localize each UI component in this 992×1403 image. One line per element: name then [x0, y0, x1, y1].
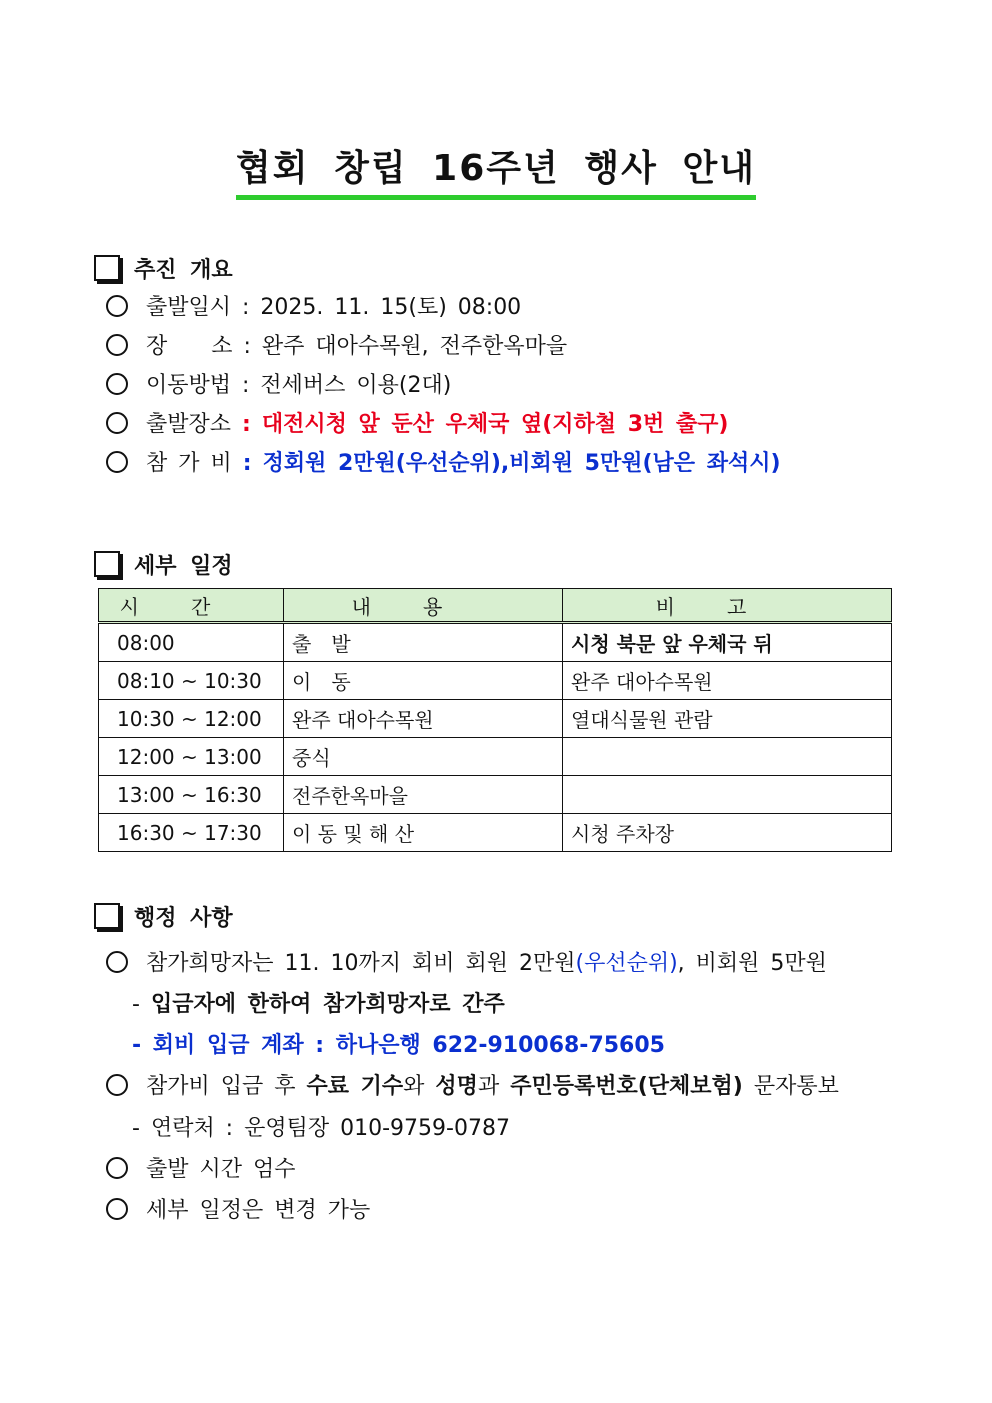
- cell-time: 08:10 ~ 10:30: [99, 662, 284, 700]
- cell-note: [563, 738, 892, 776]
- overview-item-place: 장 소 : 완주 대아수목원, 전주한옥마을: [106, 329, 567, 360]
- text: 문자통보: [742, 1074, 839, 1099]
- circle-bullet-icon: [106, 1157, 128, 1179]
- cell-content: 이 동: [284, 662, 563, 700]
- circle-bullet-icon: [106, 373, 128, 395]
- account-text: 회비 입금 계좌 : 하나은행 622-910068-75605: [152, 1033, 665, 1058]
- section-admin-header: [94, 900, 233, 932]
- cell-note: 시청 북문 앞 우체국 뒤: [563, 623, 892, 662]
- table-row: [99, 814, 892, 852]
- section-title: 세부 일정: [134, 553, 233, 579]
- overview-item-departure-time: 출발일시 : 2025. 11. 15(토) 08:00: [106, 290, 521, 321]
- checkbox-square-icon: [94, 255, 120, 281]
- table-row: [99, 662, 892, 700]
- admin-item-sms: [106, 1069, 839, 1100]
- text: 와: [403, 1074, 436, 1099]
- circle-bullet-icon: [106, 1074, 128, 1096]
- cell-note: 열대식물원 관람: [563, 700, 892, 738]
- circle-bullet-icon: [106, 951, 128, 973]
- table-row: [99, 776, 892, 814]
- overview-item-transport: 이동방법 : 전세버스 이용(2대): [106, 368, 451, 399]
- circle-bullet-icon: [106, 412, 128, 434]
- page-title-wrap: [0, 140, 992, 200]
- table-header-row: [99, 589, 892, 623]
- text: 성명: [435, 1074, 478, 1099]
- contact-text: 연락처 : 운영팀장 010-9759-0787: [150, 1116, 510, 1141]
- text: 입금자에 한하여 참가희망자로 간주: [150, 992, 505, 1017]
- section-schedule-header: [94, 548, 233, 580]
- item-label: 출발일시: [146, 295, 232, 320]
- circle-bullet-icon: [106, 1198, 128, 1220]
- cell-content: 출 발: [284, 623, 563, 662]
- item-label: 이동방법: [146, 373, 232, 398]
- overview-item-fee: 참 가 비 : 정회원 2만원(우선순위),비회원 5만원(남은 좌석시): [106, 446, 781, 477]
- checkbox-square-icon: [94, 903, 120, 929]
- section-overview-header: [94, 252, 233, 284]
- checkbox-square-icon: [94, 551, 120, 577]
- cell-content: 전주한옥마을: [284, 776, 563, 814]
- cell-time: 10:30 ~ 12:00: [99, 700, 284, 738]
- admin-item-registration: [106, 946, 827, 977]
- cell-content: 완주 대아수목원: [284, 700, 563, 738]
- cell-time: 08:00: [99, 623, 284, 662]
- text: , 비회원 5만원: [677, 951, 827, 976]
- table-row: [99, 738, 892, 776]
- cell-time: 12:00 ~ 13:00: [99, 738, 284, 776]
- table-row: [99, 623, 892, 662]
- admin-item-punctual: [106, 1152, 296, 1183]
- circle-bullet-icon: [106, 334, 128, 356]
- item-label: 참 가 비: [146, 451, 232, 476]
- admin-sub-contact: - 연락처 : 운영팀장 010-9759-0787: [132, 1116, 510, 1141]
- text: 출발 시간 엄수: [146, 1157, 296, 1182]
- item-value: 대전시청 앞 둔산 우체국 옆(지하철 3번 출구): [261, 412, 729, 437]
- cell-content: 중식: [284, 738, 563, 776]
- section-title: 추진 개요: [134, 257, 233, 283]
- text: 참가비 입금 후: [146, 1074, 307, 1099]
- cell-note: [563, 776, 892, 814]
- cell-note: 완주 대아수목원: [563, 662, 892, 700]
- text: 주민등록번호(단체보험): [510, 1074, 743, 1099]
- table-row: [99, 700, 892, 738]
- item-value: 완주 대아수목원, 전주한옥마을: [261, 334, 568, 359]
- item-value: 2025. 11. 15(토) 08:00: [260, 295, 522, 320]
- schedule-table: [98, 588, 892, 852]
- overview-item-departure-place: 출발장소 : 대전시청 앞 둔산 우체국 옆(지하철 3번 출구): [106, 407, 729, 438]
- admin-item-change: [106, 1193, 370, 1224]
- header-content: 내용: [284, 589, 563, 623]
- item-value: 전세버스 이용(2대): [260, 373, 452, 398]
- header-note: 비고: [563, 589, 892, 623]
- text: 참가희망자는 11. 10까지 회비 회원 2만원: [146, 951, 576, 976]
- admin-sub-account: - 회비 입금 계좌 : 하나은행 622-910068-75605: [132, 1033, 665, 1058]
- cell-note: 시청 주차장: [563, 814, 892, 852]
- item-value: 정회원 2만원(우선순위),비회원 5만원(남은 좌석시): [262, 451, 781, 476]
- text: 과: [477, 1074, 511, 1099]
- text: 수료 기수: [306, 1074, 404, 1099]
- cell-time: 13:00 ~ 16:30: [99, 776, 284, 814]
- admin-sub-deposit-note: - 입금자에 한하여 참가희망자로 간주: [132, 992, 505, 1017]
- cell-time: 16:30 ~ 17:30: [99, 814, 284, 852]
- circle-bullet-icon: [106, 451, 128, 473]
- text: 세부 일정은 변경 가능: [146, 1198, 371, 1223]
- section-title: 행정 사항: [134, 905, 233, 931]
- page-title: 협회 창립 16주년 행사 안내: [236, 140, 756, 200]
- priority-text: (우선순위): [575, 951, 678, 976]
- cell-content: 이 동 및 해 산: [284, 814, 563, 852]
- circle-bullet-icon: [106, 295, 128, 317]
- header-time: 시간: [99, 589, 284, 623]
- item-label: 출발장소: [146, 412, 232, 437]
- item-label: 장 소: [146, 334, 233, 359]
